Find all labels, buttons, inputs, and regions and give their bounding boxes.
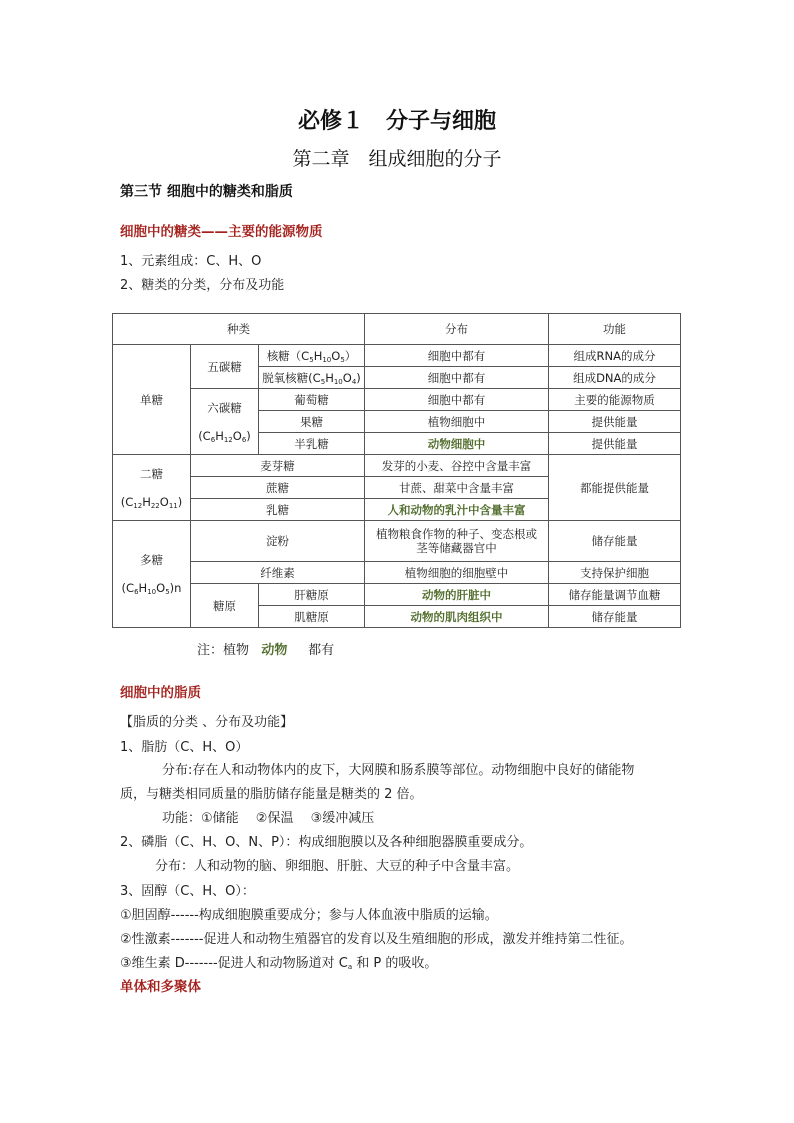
sex-hormone-line: ②性激素-------促进人和动物生殖器官的发育以及生殖细胞的形成，激发并维持第二性征。 (120, 932, 633, 947)
monomer-heading: 单体和多聚体 (120, 979, 201, 995)
polysaccharide-cell: 多糖 $(C_6H_{10}O_5)n$ (113, 521, 191, 628)
ribose-function: 组成RNA的成分 (549, 345, 681, 367)
page-title: 必修１ 分子与细胞 (297, 109, 496, 134)
glucose-function: 主要的能源物质 (549, 389, 681, 411)
header-function: 功能 (549, 314, 681, 345)
maltose-distribution: 发芽的小麦、谷控中含量丰富 (365, 455, 549, 477)
ribose-cell: 核糖$(C_5H_{10}O_5)$ (259, 345, 365, 367)
disaccharide-cell: 二糖 $(C_{12}H_{22}O_{11})$ (113, 455, 191, 521)
note-animal: 动物 (261, 643, 288, 658)
muscle-glycogen-distribution: 动物的肌肉组织中 (365, 606, 549, 628)
note-both: 都有 (308, 643, 335, 658)
element-line: 1、元素组成：C、H、O (120, 254, 262, 269)
sucrose-cell: 蔗糖 (191, 477, 365, 499)
cellulose-distribution: 植物细胞的细胞壁中 (365, 562, 549, 584)
phospholipid-line: 2、磷脂（C、H、O、N、P）：构成细胞膜以及各种细胞器膜重要成分。 (120, 835, 533, 850)
liver-glycogen-function: 储存能量调节血糖 (549, 584, 681, 606)
table-note (197, 639, 334, 658)
starch-distribution: 植物粮食作物的种子、变态根或 茎等储藏器官中 (365, 521, 549, 562)
lactose-cell: 乳糖 (191, 499, 365, 521)
deoxyribose-distribution: 细胞中都有 (365, 367, 549, 389)
note-plant: 注：植物 (197, 643, 250, 658)
ribose-distribution: 细胞中都有 (365, 345, 549, 367)
liver-glycogen-cell: 肝糖原 (259, 584, 365, 606)
glucose-distribution: 细胞中都有 (365, 389, 549, 411)
hexose-cell: 六碳糖 $(C_6H_{12}O_6)$ (191, 389, 259, 455)
phospholipid-distribution: 分布：人和动物的脑、卵细胞、肝脏、大豆的种子中含量丰富。 (155, 859, 520, 874)
lactose-distribution: 人和动物的乳汁中含量丰富 (365, 499, 549, 521)
header-distribution: 分布 (365, 314, 549, 345)
lipid-heading: 细胞中的脂质 (120, 685, 201, 701)
cellulose-function: 支持保护细胞 (549, 562, 681, 584)
fructose-distribution: 植物细胞中 (365, 411, 549, 433)
chapter-title: 第二章 组成细胞的分子 (292, 148, 502, 170)
fat-distribution-2: 质，与糖类相同质量的脂肪储存能量是糖类的 2 倍。 (120, 787, 423, 802)
section-title: 第三节 细胞中的糖类和脂质 (120, 184, 293, 200)
sugar-heading: 细胞中的糖类——主要的能源物质 (120, 224, 323, 240)
classification-line: 2、糖类的分类，分布及功能 (120, 278, 285, 293)
lipid-bracket-title: 【脂质的分类 、分布及功能】 (120, 715, 294, 730)
muscle-glycogen-function: 储存能量 (549, 606, 681, 628)
cellulose-cell: 纤维素 (191, 562, 365, 584)
fat-function: 功能：①储能 ②保温 ③缓冲减压 (162, 811, 375, 826)
sterol-title: 3、固醇（C、H、O）： (120, 884, 255, 899)
muscle-glycogen-cell: 肌糖原 (259, 606, 365, 628)
fructose-cell: 果糖 (259, 411, 365, 433)
fat-title: 1、脂肪（C、H、O） (120, 740, 249, 755)
sucrose-distribution: 甘蔗、甜菜中含量丰富 (365, 477, 549, 499)
monosaccharide-cell: 单糖 (113, 345, 191, 455)
starch-function: 储存能量 (549, 521, 681, 562)
glucose-cell: 葡萄糖 (259, 389, 365, 411)
deoxyribose-cell: 脱氧核糖$(C_5H_{10}O_4)$ (259, 367, 365, 389)
liver-glycogen-distribution: 动物的肝脏中 (365, 584, 549, 606)
sugar-table (112, 313, 681, 628)
fat-distribution-1: 分布:存在人和动物体内的皮下，大网膜和肠系膜等部位。动物细胞中良好的储能物 (162, 763, 635, 778)
maltose-cell: 麦芽糖 (191, 455, 365, 477)
starch-cell: 淀粉 (191, 521, 365, 562)
deoxyribose-function: 组成DNA的成分 (549, 367, 681, 389)
glycogen-cell: 糖原 (191, 584, 259, 628)
galactose-cell: 半乳糖 (259, 433, 365, 455)
cholesterol-line: ①胆固醇------构成细胞膜重要成分；参与人体血液中脂质的运输。 (120, 908, 498, 923)
vitamin-d-line: ③维生素 D-------促进人和动物肠道对 $C_a$ 和 P 的吸收。 (120, 956, 438, 971)
galactose-function: 提供能量 (549, 433, 681, 455)
fructose-function: 提供能量 (549, 411, 681, 433)
disaccharide-function: 都能提供能量 (549, 455, 681, 521)
header-type: 种类 (113, 314, 365, 345)
galactose-distribution: 动物细胞中 (365, 433, 549, 455)
pentose-cell: 五碳糖 (191, 345, 259, 389)
